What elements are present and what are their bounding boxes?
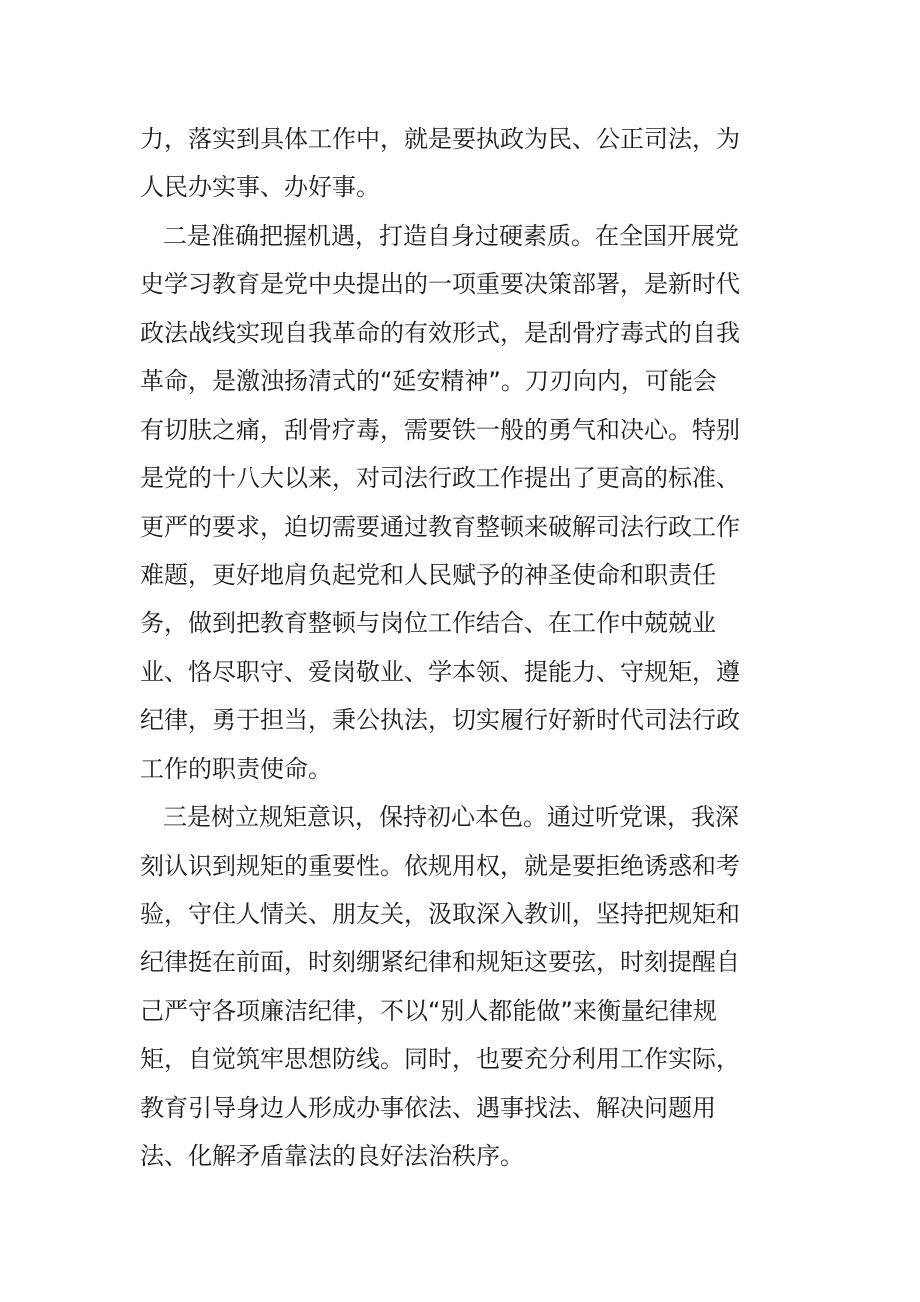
text-line: 务，做到把教育整顿与岗位工作结合、在工作中兢兢业 bbox=[140, 609, 716, 638]
text-line: 二是准确把握机遇，打造自身过硬素质。在全国开展党 bbox=[163, 221, 739, 250]
text-line: 刻认识到规矩的重要性。依规用权，就是要拒绝诱惑和考 bbox=[140, 851, 740, 880]
paragraph-continuation bbox=[140, 115, 780, 212]
text-line: 工作的职责使命。 bbox=[140, 754, 332, 783]
paragraph-point-two bbox=[140, 212, 780, 793]
text-line: 政法战线实现自我革命的有效形式，是刮骨疗毒式的自我 bbox=[140, 318, 740, 347]
text-line: 业、恪尽职守、爱岗敬业、学本领、提能力、守规矩，遵 bbox=[140, 657, 740, 686]
text-line: 教育引导身边人形成办事依法、遇事找法、解决问题用 bbox=[140, 1093, 716, 1122]
text-line: 难题，更好地肩负起党和人民赋予的神圣使命和职责任 bbox=[140, 560, 716, 589]
document-body bbox=[140, 115, 780, 1181]
text-line: 有切肤之痛，刮骨疗毒，需要铁一般的勇气和决心。特别 bbox=[140, 415, 740, 444]
text-line: 革命，是激浊扬清式的“延安精神”。刀刃向内，可能会 bbox=[140, 367, 717, 396]
text-line: 矩，自觉筑牢思想防线。同时，也要充分利用工作实际， bbox=[140, 1045, 740, 1074]
text-line: 人民办实事、办好事。 bbox=[140, 173, 380, 202]
text-line: 更严的要求，迫切需要通过教育整顿来破解司法行政工作 bbox=[140, 512, 740, 541]
text-line: 纪律，勇于担当，秉公执法，切实履行好新时代司法行政 bbox=[140, 706, 740, 735]
text-line: 是党的十八大以来，对司法行政工作提出了更高的标准、 bbox=[140, 464, 740, 493]
text-line: 三是树立规矩意识，保持初心本色。通过听党课，我深 bbox=[163, 803, 739, 832]
text-line: 力，落实到具体工作中，就是要执政为民、公正司法，为 bbox=[140, 125, 740, 153]
text-line: 纪律挺在前面，时刻绷紧纪律和规矩这要弦，时刻提醒自 bbox=[140, 948, 740, 977]
text-line: 史学习教育是党中央提出的一项重要决策部署，是新时代 bbox=[140, 270, 740, 299]
text-line: 法、化解矛盾靠法的良好法治秩序。 bbox=[140, 1142, 524, 1171]
text-line: 验，守住人情关、朋友关，汲取深入教训，坚持把规矩和 bbox=[140, 900, 740, 928]
text-line: 己严守各项廉洁纪律，不以“别人都能做”来衡量纪律规 bbox=[140, 996, 717, 1025]
paragraph-point-three bbox=[140, 793, 780, 1181]
